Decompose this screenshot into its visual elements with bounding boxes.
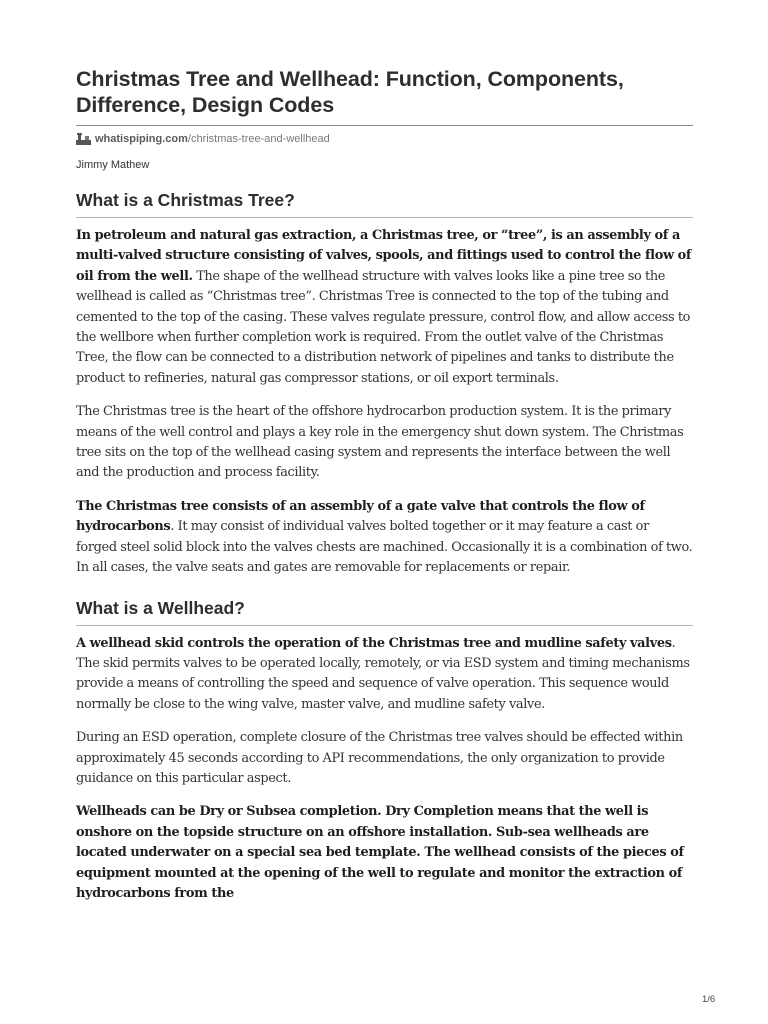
section-divider: [76, 625, 693, 626]
source-domain[interactable]: whatispiping.com: [95, 132, 188, 145]
section-heading-wellhead: What is a Wellhead?: [76, 597, 245, 618]
paragraph-bold: A wellhead skid controls the operation of the Christmas tree and mudline safety valves: [76, 635, 672, 651]
paragraph: [76, 802, 693, 904]
page-title: Christmas Tree and Wellhead: Function, Components, Difference, Design Codes: [76, 67, 624, 117]
paragraph-bold: In petroleum and natural gas extraction, a Christmas tree, or “tree”, is an assembly of a multi-valved structure consisting of valves, spools, and fittings used to control the flow of oil from the well.: [76, 228, 692, 284]
section-heading-christmas-tree: What is a Christmas Tree?: [76, 190, 295, 210]
paragraph-text: During an ESD operation, complete closure of the Christmas tree valves should be effected within approximately 45 seconds according to API recommendations, the only organization to provide guidance on this particular aspect.: [76, 730, 683, 786]
paragraph-bold: The Christmas tree consists of an assembly of a gate valve that controls the flow of hydrocarbons: [76, 498, 645, 535]
paragraph: [76, 497, 693, 579]
paragraph: [76, 728, 693, 789]
author-name: Jimmy Mathew: [76, 159, 150, 171]
paragraph-bold: Wellheads can be Dry or Subsea completion. Dry Completion means that the well is onshore on the topside structure on an offshore installation. Sub-sea wellheads are located underwater on a special sea bed template. The wellhead consists of the pieces of equipment mounted at the opening of the well to regulate and monitor the extraction of hydrocarbons from the: [76, 804, 684, 901]
paragraph: [76, 634, 693, 716]
title-divider: [76, 125, 693, 126]
paragraph: [76, 226, 693, 389]
paragraph-text: . It may consist of individual valves bolted together or it may feature a cast or forged steel solid block into the valves chests are machined. Occasionally it is a combination of two. In all cases, the valve seats and gates are removable for replacements or repair.: [76, 519, 693, 576]
paragraph-text: The shape of the wellhead structure with valves looks like a pine tree so the wellhead is called as “Christmas tree”. Christmas Tree is connected to the top of the tubing and cemented to the top of the casing. These valves regulate pressure, control flow, and allow access to the wellbore when further completion work is required. From the outlet valve of the Christmas Tree, the flow can be connected to a distribution network of pipelines and tanks to distribute the product to refineries, natural gas compressor stations, or oil export terminals.: [76, 268, 691, 386]
paragraph-text: . The skid permits valves to be operated locally, remotely, or via ESD system and timing mechanisms provide a means of controlling the speed and sequence of valve operation. This sequence would normally be close to the wing valve, master valve, and mudline safety valve.: [76, 635, 690, 712]
whatispiping-logo-icon: [76, 132, 91, 145]
paragraph: [76, 402, 693, 484]
paragraph-text: The Christmas tree is the heart of the offshore hydrocarbon production system. It is the primary means of the well control and plays a key role in the emergency shut down system. The Christmas tree sits on the top of the wellhead casing system and represents the interface between the well and the production and process facility.: [76, 404, 684, 481]
section-divider: [76, 217, 693, 218]
source-path[interactable]: /christmas-tree-and-wellhead: [187, 132, 330, 145]
document-page: [76, 0, 693, 904]
page-number: 1/6: [702, 994, 716, 1005]
source-link[interactable]: [76, 132, 693, 145]
